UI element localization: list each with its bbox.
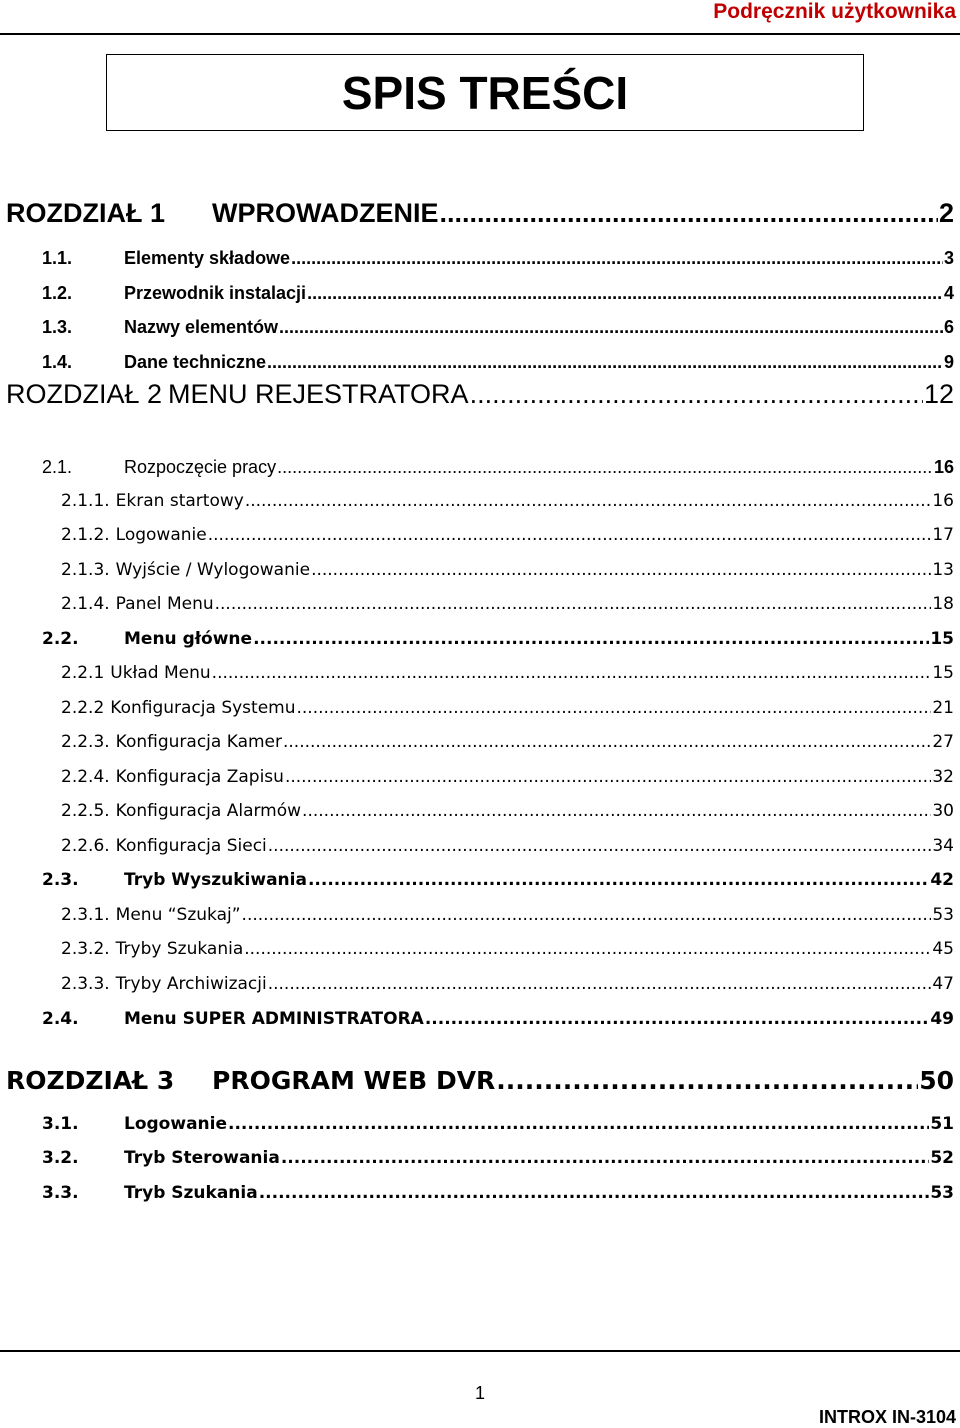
toc-leader bbox=[253, 631, 929, 648]
toc-number: 2.2. bbox=[42, 629, 79, 649]
toc-title: Układ Menu bbox=[110, 663, 211, 683]
toc-leader bbox=[277, 458, 933, 476]
toc-subsection-2-2-6[interactable] bbox=[61, 838, 954, 855]
toc-number: 2.1.3. bbox=[61, 560, 110, 580]
toc-section-1-1[interactable] bbox=[42, 249, 954, 267]
toc-title: Elementy składowe bbox=[124, 248, 291, 268]
toc-page: 18 bbox=[932, 594, 954, 614]
toc-title: Przewodnik instalacji bbox=[124, 283, 307, 303]
toc-page: 4 bbox=[943, 283, 954, 303]
toc-page: 21 bbox=[932, 698, 954, 718]
toc-page: 27 bbox=[932, 732, 954, 752]
toc-section-2-2[interactable] bbox=[42, 631, 954, 648]
toc-page: 15 bbox=[930, 629, 954, 649]
toc-number: 3.2. bbox=[42, 1148, 79, 1168]
toc-page: 53 bbox=[932, 905, 954, 925]
toc-leader bbox=[470, 381, 923, 408]
toc-page: 12 bbox=[923, 379, 954, 409]
toc-leader bbox=[268, 976, 932, 993]
toc-subsection-2-1-4[interactable] bbox=[61, 596, 954, 613]
toc-number: 2.3.3. bbox=[61, 974, 110, 994]
toc-number: 2.2.3. bbox=[61, 732, 110, 752]
toc-number: 1.3. bbox=[42, 317, 73, 337]
toc-title: Konfiguracja Zapisu bbox=[115, 767, 284, 787]
toc-section-3-2[interactable] bbox=[42, 1150, 954, 1167]
toc-leader bbox=[308, 872, 929, 889]
toc-subsection-2-2-4[interactable] bbox=[61, 769, 954, 786]
toc-number: 3.1. bbox=[42, 1114, 79, 1134]
toc-subsection-2-1-3[interactable] bbox=[61, 562, 954, 579]
toc-title: Tryb Szukania bbox=[124, 1183, 258, 1203]
toc-page: 52 bbox=[930, 1148, 954, 1168]
toc-subsection-2-2-1[interactable] bbox=[61, 665, 954, 682]
toc-page: 45 bbox=[932, 939, 954, 959]
toc-leader bbox=[307, 284, 943, 302]
toc-section-2-1[interactable] bbox=[42, 458, 954, 476]
toc-title: Nazwy elementów bbox=[124, 317, 279, 337]
toc-number: 2.2.5. bbox=[61, 801, 110, 821]
toc-subsection-2-3-2[interactable] bbox=[61, 941, 954, 958]
toc-title: Panel Menu bbox=[115, 594, 214, 614]
toc-title: Konfiguracja Alarmów bbox=[115, 801, 302, 821]
toc-leader bbox=[279, 318, 943, 336]
toc-number: 2.1.2. bbox=[61, 525, 110, 545]
toc-number: ROZDZIAŁ 2 bbox=[6, 379, 163, 409]
toc-page: 30 bbox=[932, 801, 954, 821]
toc-section-3-1[interactable] bbox=[42, 1116, 954, 1133]
toc-subsection-2-2-2[interactable] bbox=[61, 700, 954, 717]
toc-page: 53 bbox=[930, 1183, 954, 1203]
toc-title: Dane techniczne bbox=[124, 352, 267, 372]
toc-leader bbox=[228, 1116, 929, 1133]
toc-title: Konfiguracja Kamer bbox=[115, 732, 282, 752]
toc-title: Logowanie bbox=[124, 1114, 227, 1134]
toc-title: WPROWADZENIE bbox=[212, 198, 439, 228]
toc-page: 15 bbox=[932, 663, 954, 683]
toc-section-1-4[interactable] bbox=[42, 353, 954, 371]
toc-leader bbox=[311, 562, 931, 579]
toc-title: Tryb Wyszukiwania bbox=[124, 870, 307, 890]
page-title: SPIS TREŚCI bbox=[341, 66, 629, 119]
toc-subsection-2-2-3[interactable] bbox=[61, 734, 954, 751]
toc-page: 16 bbox=[933, 457, 954, 477]
toc-subsection-2-3-1[interactable] bbox=[61, 907, 954, 924]
toc-title: Logowanie bbox=[115, 525, 207, 545]
toc-leader bbox=[267, 353, 943, 371]
toc-page: 49 bbox=[930, 1009, 954, 1029]
toc-leader bbox=[212, 665, 932, 682]
toc-leader bbox=[302, 803, 931, 820]
toc-leader bbox=[285, 769, 931, 786]
toc-title: Rozpoczęcie pracy bbox=[124, 457, 277, 477]
toc-leader bbox=[215, 596, 932, 613]
toc-page: 50 bbox=[919, 1066, 954, 1095]
toc-chapter-2[interactable] bbox=[6, 381, 954, 408]
toc-page: 51 bbox=[930, 1114, 954, 1134]
toc-page: 17 bbox=[932, 525, 954, 545]
toc-leader bbox=[242, 907, 932, 924]
toc-page: 47 bbox=[932, 974, 954, 994]
toc-leader bbox=[244, 941, 931, 958]
toc-leader bbox=[291, 249, 943, 267]
toc-title: Ekran startowy bbox=[115, 491, 244, 511]
toc-title: Wyjście / Wylogowanie bbox=[115, 560, 311, 580]
toc-title: Menu “Szukaj” bbox=[115, 905, 241, 925]
toc-number: 2.2.4. bbox=[61, 767, 110, 787]
toc-title: Tryb Sterowania bbox=[124, 1148, 280, 1168]
toc-number: 2.2.1 bbox=[61, 663, 105, 683]
toc-title: PROGRAM WEB DVR bbox=[212, 1066, 496, 1095]
toc-page: 42 bbox=[930, 870, 954, 890]
toc-subsection-2-1-2[interactable] bbox=[61, 527, 954, 544]
toc-number: 2.1.4. bbox=[61, 594, 110, 614]
toc-section-2-4[interactable] bbox=[42, 1011, 954, 1028]
toc-page: 9 bbox=[943, 352, 954, 372]
toc-chapter-3[interactable] bbox=[6, 1068, 954, 1093]
toc-section-3-3[interactable] bbox=[42, 1185, 954, 1202]
toc-title: MENU REJESTRATORA bbox=[168, 379, 469, 409]
toc-number: 2.2.6. bbox=[61, 836, 110, 856]
toc-section-1-2[interactable] bbox=[42, 284, 954, 302]
toc-section-1-3[interactable] bbox=[42, 318, 954, 336]
toc-subsection-2-2-5[interactable] bbox=[61, 803, 954, 820]
toc-title: Tryby Szukania bbox=[115, 939, 244, 959]
toc-page: 16 bbox=[932, 491, 954, 511]
toc-title: Konfiguracja Sieci bbox=[115, 836, 267, 856]
toc-title: Konfiguracja Systemu bbox=[110, 698, 296, 718]
toc-leader bbox=[245, 493, 932, 510]
toc-number: 2.3.1. bbox=[61, 905, 110, 925]
toc-leader bbox=[496, 1068, 918, 1093]
toc-leader bbox=[425, 1011, 930, 1028]
toc-leader bbox=[281, 1150, 930, 1167]
toc-section-2-3[interactable] bbox=[42, 872, 954, 889]
toc-leader bbox=[440, 200, 938, 227]
toc-number: 2.4. bbox=[42, 1009, 79, 1029]
toc-page: 6 bbox=[943, 317, 954, 337]
toc-number: 2.2.2 bbox=[61, 698, 105, 718]
toc-number: 1.1. bbox=[42, 248, 73, 268]
toc-number: 3.3. bbox=[42, 1183, 79, 1203]
toc-chapter-1[interactable] bbox=[6, 200, 954, 227]
toc-number: 1.2. bbox=[42, 283, 73, 303]
toc-leader bbox=[296, 700, 931, 717]
toc-page: 3 bbox=[943, 248, 954, 268]
toc-subsection-2-3-3[interactable] bbox=[61, 976, 954, 993]
toc-title: Menu główne bbox=[124, 629, 253, 649]
toc-number: 2.3. bbox=[42, 870, 79, 890]
toc-number: 2.1.1. bbox=[61, 491, 110, 511]
toc-leader bbox=[268, 838, 932, 855]
toc-leader bbox=[259, 1185, 930, 1202]
toc-leader bbox=[208, 527, 932, 544]
toc-subsection-2-1-1[interactable] bbox=[61, 493, 954, 510]
page-header-title: Podręcznik użytkownika bbox=[713, 0, 956, 23]
toc-title: Tryby Archiwizacji bbox=[115, 974, 267, 994]
toc-page: 32 bbox=[932, 767, 954, 787]
toc-number: ROZDZIAŁ 3 bbox=[6, 1066, 175, 1095]
footer-rule bbox=[0, 1350, 960, 1352]
toc-page: 13 bbox=[932, 560, 954, 580]
toc-title: Menu SUPER ADMINISTRATORA bbox=[124, 1009, 424, 1029]
toc-number: 2.1. bbox=[42, 457, 73, 477]
toc-number: ROZDZIAŁ 1 bbox=[6, 198, 165, 228]
toc-page: 34 bbox=[932, 836, 954, 856]
toc-page: 2 bbox=[938, 198, 954, 228]
toc-number: 2.3.2. bbox=[61, 939, 110, 959]
footer-page-number: 1 bbox=[474, 1383, 485, 1403]
toc-leader bbox=[283, 734, 931, 751]
toc-number: 1.4. bbox=[42, 352, 73, 372]
footer-model: INTROX IN-3104 bbox=[818, 1407, 956, 1427]
